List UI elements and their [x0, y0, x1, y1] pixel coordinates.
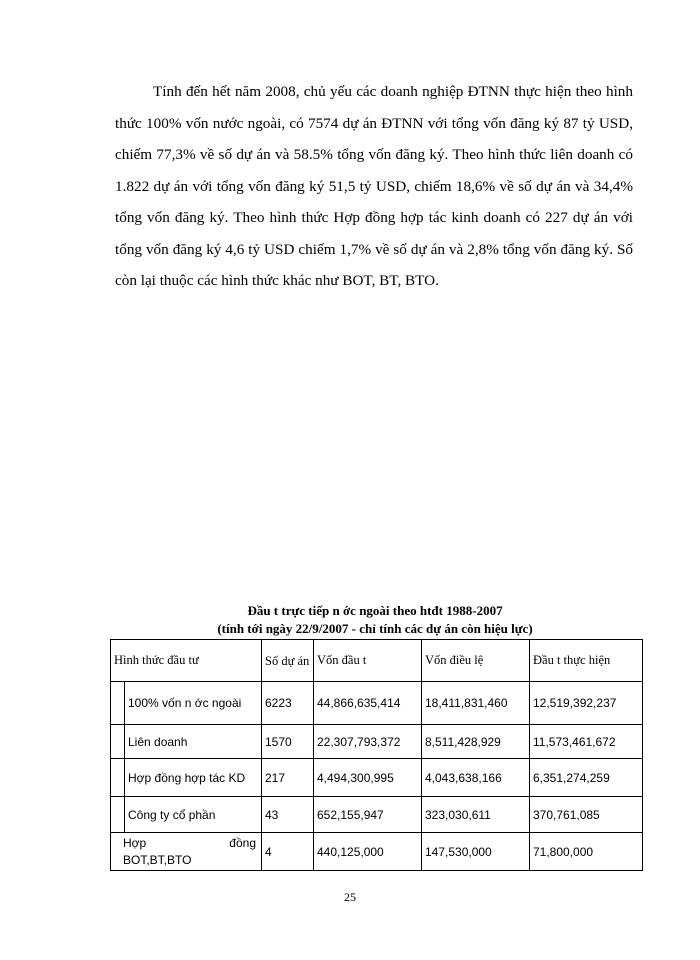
form-line-1 [123, 835, 258, 852]
cell-charter: 147,530,000 [422, 833, 530, 871]
cell-implemented: 71,800,000 [530, 833, 643, 871]
header-form: Hình thức đầu tư [111, 640, 262, 682]
cell-implemented: 12,519,392,237 [530, 682, 643, 725]
header-charter: Vốn điều lệ [422, 640, 530, 682]
form-word-a: Hợp [123, 835, 147, 850]
cell-implemented: 6,351,274,259 [530, 759, 643, 797]
table-header-row [111, 640, 643, 682]
cell-charter: 323,030,611 [422, 797, 530, 833]
cell-form: 100% vốn n ớc ngoài [125, 682, 262, 725]
cell-form: Liên doanh [125, 725, 262, 759]
form-word-b: đồng [229, 835, 256, 850]
cell-projects: 4 [262, 833, 314, 871]
cell-implemented: 11,573,461,672 [530, 725, 643, 759]
cell-projects: 43 [262, 797, 314, 833]
cell-charter: 8,511,428,929 [422, 725, 530, 759]
cell-investment: 652,155,947 [314, 797, 422, 833]
cell-form: Hợp đồng hợp tác KD [125, 759, 262, 797]
cell-investment: 440,125,000 [314, 833, 422, 871]
cell-investment: 22,307,793,372 [314, 725, 422, 759]
cell-investment: 44,866,635,414 [314, 682, 422, 725]
cell-projects: 6223 [262, 682, 314, 725]
table-row [111, 682, 643, 725]
table-subtitle: (tính tới ngày 22/9/2007 - chỉ tính các dự án còn hiệu lực) [217, 621, 533, 636]
cell-charter: 4,043,638,166 [422, 759, 530, 797]
cell-charter: 18,411,831,460 [422, 682, 530, 725]
table-row [111, 725, 643, 759]
table-row [111, 833, 643, 871]
cell-form-multiline [111, 833, 262, 871]
cell-projects: 1570 [262, 725, 314, 759]
paragraph-text: Tính đến hết năm 2008, chủ yếu các doanh nghiệp ĐTNN thực hiện theo hình thức 100% vốn nước ngoài, có 7574 dự án ĐTNN với tổng vốn đăng ký 87 tỷ USD, chiếm 77,3% về số dự án và 58.5% tổng vốn đăng ký. Theo hình thức liên doanh có 1.822 dự án với tổng vốn đăng ký 51,5 tỷ USD, chiếm 18,6% về số dự án và 34,4% tổng vốn đăng ký. Theo hình thức Hợp đồng hợp tác kinh doanh có 227 dự án với tổng vốn đăng ký 4,6 tỷ USD chiếm 1,7% về số dự án và 2,8% tổng vốn đăng ký. Số còn lại thuộc các hình thức khác như BOT, BT, BTO. [115, 83, 633, 289]
table-row [111, 759, 643, 797]
cell-form: Công ty cổ phần [125, 797, 262, 833]
cell-projects: 217 [262, 759, 314, 797]
form-line-2: BOT,BT,BTO [123, 852, 192, 867]
cell-implemented: 370,761,085 [530, 797, 643, 833]
row-gutter [111, 682, 125, 725]
header-projects: Số dự án [262, 640, 314, 682]
row-gutter [111, 759, 125, 797]
header-investment: Vốn đầu t [314, 640, 422, 682]
table-row [111, 797, 643, 833]
table-title: Đầu t trực tiếp n ớc ngoài theo htđt 1988-2007 [247, 603, 503, 618]
row-gutter [111, 725, 125, 759]
page-number: 25 [344, 890, 356, 904]
cell-investment: 4,494,300,995 [314, 759, 422, 797]
row-gutter [111, 797, 125, 833]
header-implemented: Đầu t thực hiện [530, 640, 643, 682]
investment-table [110, 639, 643, 871]
body-paragraph [115, 76, 633, 297]
